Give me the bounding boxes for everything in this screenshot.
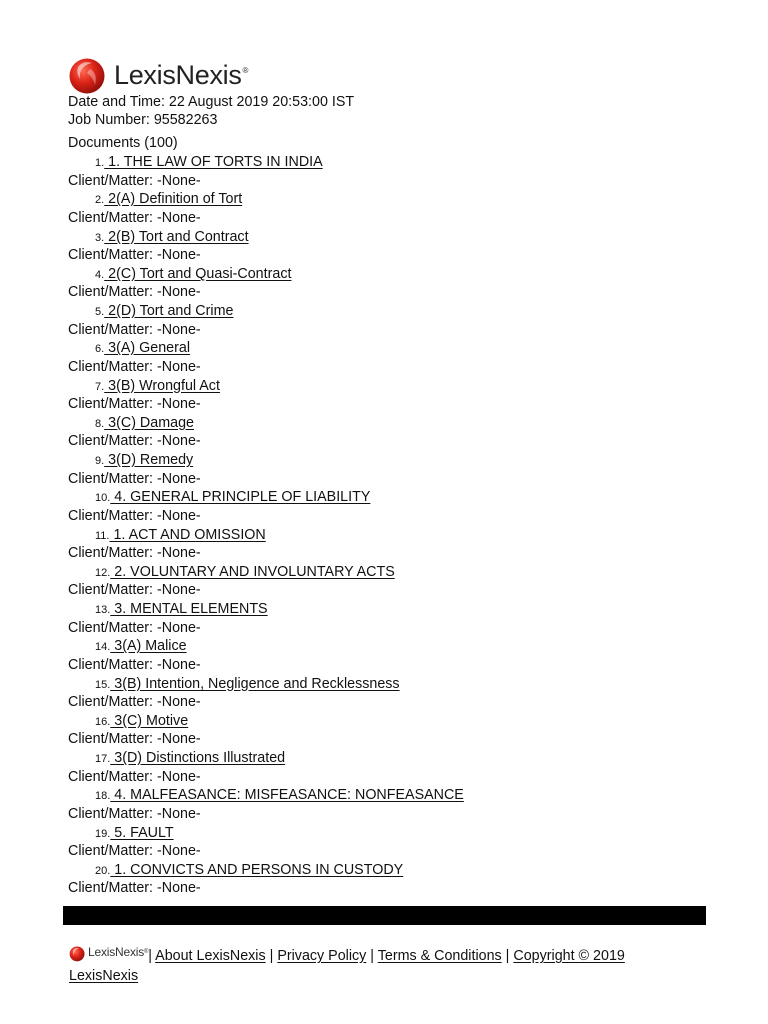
document-number: 19. xyxy=(95,827,111,840)
document-number: 11. xyxy=(95,529,110,542)
document-title-row xyxy=(68,153,708,172)
client-matter: Client/Matter: -None- xyxy=(68,433,201,450)
client-matter: Client/Matter: -None- xyxy=(68,805,201,822)
client-matter: Client/Matter: -None- xyxy=(68,880,201,897)
list-item xyxy=(68,414,708,451)
list-item xyxy=(68,451,708,488)
list-item xyxy=(68,861,708,898)
document-number: 7. xyxy=(95,380,105,393)
list-item xyxy=(68,637,708,674)
job-number: Job Number: 95582263 xyxy=(68,112,218,128)
document-title-row xyxy=(68,824,708,843)
document-link[interactable]: 1. ACT AND OMISSION xyxy=(109,526,266,543)
document-number: 2. xyxy=(95,194,105,207)
document-title-row xyxy=(68,488,708,507)
document-link[interactable]: 3(D) Distinctions Illustrated xyxy=(110,750,286,766)
client-matter: Client/Matter: -None- xyxy=(68,358,201,375)
list-item xyxy=(68,153,708,190)
list-item xyxy=(68,824,708,861)
document-number: 15. xyxy=(95,678,111,691)
client-matter: Client/Matter: -None- xyxy=(68,247,201,264)
documents-heading: Documents (100) xyxy=(68,135,178,151)
document-link[interactable]: 4. MALFEASANCE: MISFEASANCE: NONFEASANCE xyxy=(110,787,464,804)
document-number: 10. xyxy=(95,492,111,505)
document-number: 1. xyxy=(95,157,105,169)
client-matter: Client/Matter: -None- xyxy=(68,545,201,562)
document-title-row xyxy=(68,675,708,694)
client-matter: Client/Matter: -None- xyxy=(68,582,201,599)
list-item xyxy=(68,600,708,637)
document-title-row xyxy=(68,228,708,247)
list-item xyxy=(68,786,708,823)
document-link[interactable]: 3(D) Remedy xyxy=(104,452,194,468)
document-number: 4. xyxy=(95,268,105,281)
document-link[interactable]: 1. THE LAW OF TORTS IN INDIA xyxy=(104,154,323,170)
footer xyxy=(69,942,689,986)
terms-conditions-link[interactable]: Terms & Conditions xyxy=(377,948,502,964)
document-number: 13. xyxy=(95,604,111,616)
document-title-row xyxy=(68,563,708,582)
footer-separator: | xyxy=(370,948,375,964)
document-link[interactable]: 3(C) Damage xyxy=(104,414,194,431)
document-title-row xyxy=(68,861,708,880)
document-title-row xyxy=(68,377,708,396)
footer-separator: | xyxy=(269,948,274,964)
document-title-row xyxy=(68,637,708,656)
document-title-row xyxy=(68,339,708,358)
document-link[interactable]: 3(C) Motive xyxy=(110,712,189,729)
document-title-row xyxy=(68,526,708,545)
brand-name: LexisNexis® xyxy=(114,59,249,90)
document-link[interactable]: 2. VOLUNTARY AND INVOLUNTARY ACTS xyxy=(110,563,395,580)
document-number: 20. xyxy=(95,864,111,877)
about-link[interactable]: About LexisNexis xyxy=(155,948,266,964)
client-matter: Client/Matter: -None- xyxy=(68,731,201,748)
document-title-row xyxy=(68,302,708,321)
document-number: 16. xyxy=(95,715,111,728)
document-number: 17. xyxy=(95,753,111,765)
document-link[interactable]: 2(B) Tort and Contract xyxy=(104,228,249,245)
client-matter: Client/Matter: -None- xyxy=(68,321,201,338)
document-number: 12. xyxy=(95,566,111,579)
copyright-link[interactable]: Copyright © 2019 LexisNexis xyxy=(69,948,625,984)
document-link[interactable]: 2(C) Tort and Quasi-Contract xyxy=(104,265,292,282)
client-matter: Client/Matter: -None- xyxy=(68,172,201,189)
client-matter: Client/Matter: -None- xyxy=(68,470,201,487)
list-item xyxy=(68,265,708,302)
list-item xyxy=(68,712,708,749)
document-link[interactable]: 3(A) General xyxy=(104,340,191,357)
footer-logo xyxy=(69,942,148,962)
footer-brand-name: LexisNexis® xyxy=(88,945,149,959)
document-link[interactable]: 2(D) Tort and Crime xyxy=(104,303,234,319)
document-title-row xyxy=(68,190,708,209)
document-title-row xyxy=(68,414,708,433)
date-time: Date and Time: 22 August 2019 20:53:00 IST xyxy=(68,94,355,110)
document-number: 9. xyxy=(95,455,105,467)
lexisnexis-sphere-icon xyxy=(68,55,108,95)
list-item xyxy=(68,749,708,786)
document-title-row xyxy=(68,712,708,731)
document-link[interactable]: 3(A) Malice xyxy=(110,638,187,655)
lexisnexis-sphere-icon xyxy=(69,945,86,962)
document-link[interactable]: 1. CONVICTS AND PERSONS IN CUSTODY xyxy=(110,861,404,878)
divider-bar xyxy=(63,906,706,925)
document-link[interactable]: 2(A) Definition of Tort xyxy=(104,191,243,208)
list-item xyxy=(68,302,708,339)
document-number: 14. xyxy=(95,641,111,654)
report-meta xyxy=(68,93,354,129)
list-item xyxy=(68,526,708,563)
footer-separator: | xyxy=(505,948,510,964)
list-item xyxy=(68,377,708,414)
list-item xyxy=(68,190,708,227)
client-matter: Client/Matter: -None- xyxy=(68,507,201,524)
list-item xyxy=(68,563,708,600)
client-matter: Client/Matter: -None- xyxy=(68,843,201,860)
document-list xyxy=(68,153,708,898)
document-title-row xyxy=(68,749,708,768)
document-title-row xyxy=(68,451,708,470)
list-item xyxy=(68,675,708,712)
document-link[interactable]: 5. FAULT xyxy=(110,824,174,841)
client-matter: Client/Matter: -None- xyxy=(68,768,201,785)
list-item xyxy=(68,488,708,525)
client-matter: Client/Matter: -None- xyxy=(68,396,201,413)
list-item xyxy=(68,339,708,376)
client-matter: Client/Matter: -None- xyxy=(68,656,201,673)
document-title-row xyxy=(68,786,708,805)
footer-separator: | xyxy=(148,948,152,964)
document-number: 8. xyxy=(95,417,105,430)
document-link[interactable]: 4. GENERAL PRINCIPLE OF LIABILITY xyxy=(110,489,371,506)
document-number: 5. xyxy=(95,306,105,318)
document-link[interactable]: 3(B) Intention, Negligence and Recklessness xyxy=(110,675,400,692)
privacy-policy-link[interactable]: Privacy Policy xyxy=(277,948,367,964)
document-title-row xyxy=(68,265,708,284)
client-matter: Client/Matter: -None- xyxy=(68,209,201,226)
document-link[interactable]: 3(B) Wrongful Act xyxy=(104,377,220,394)
document-number: 3. xyxy=(95,231,105,244)
client-matter: Client/Matter: -None- xyxy=(68,694,201,711)
client-matter: Client/Matter: -None- xyxy=(68,284,201,301)
document-title-row xyxy=(68,600,708,619)
document-number: 18. xyxy=(95,790,111,803)
document-link[interactable]: 3. MENTAL ELEMENTS xyxy=(110,601,268,617)
lexisnexis-logo xyxy=(68,55,248,95)
client-matter: Client/Matter: -None- xyxy=(68,619,201,636)
document-number: 6. xyxy=(95,343,105,356)
list-item xyxy=(68,228,708,265)
